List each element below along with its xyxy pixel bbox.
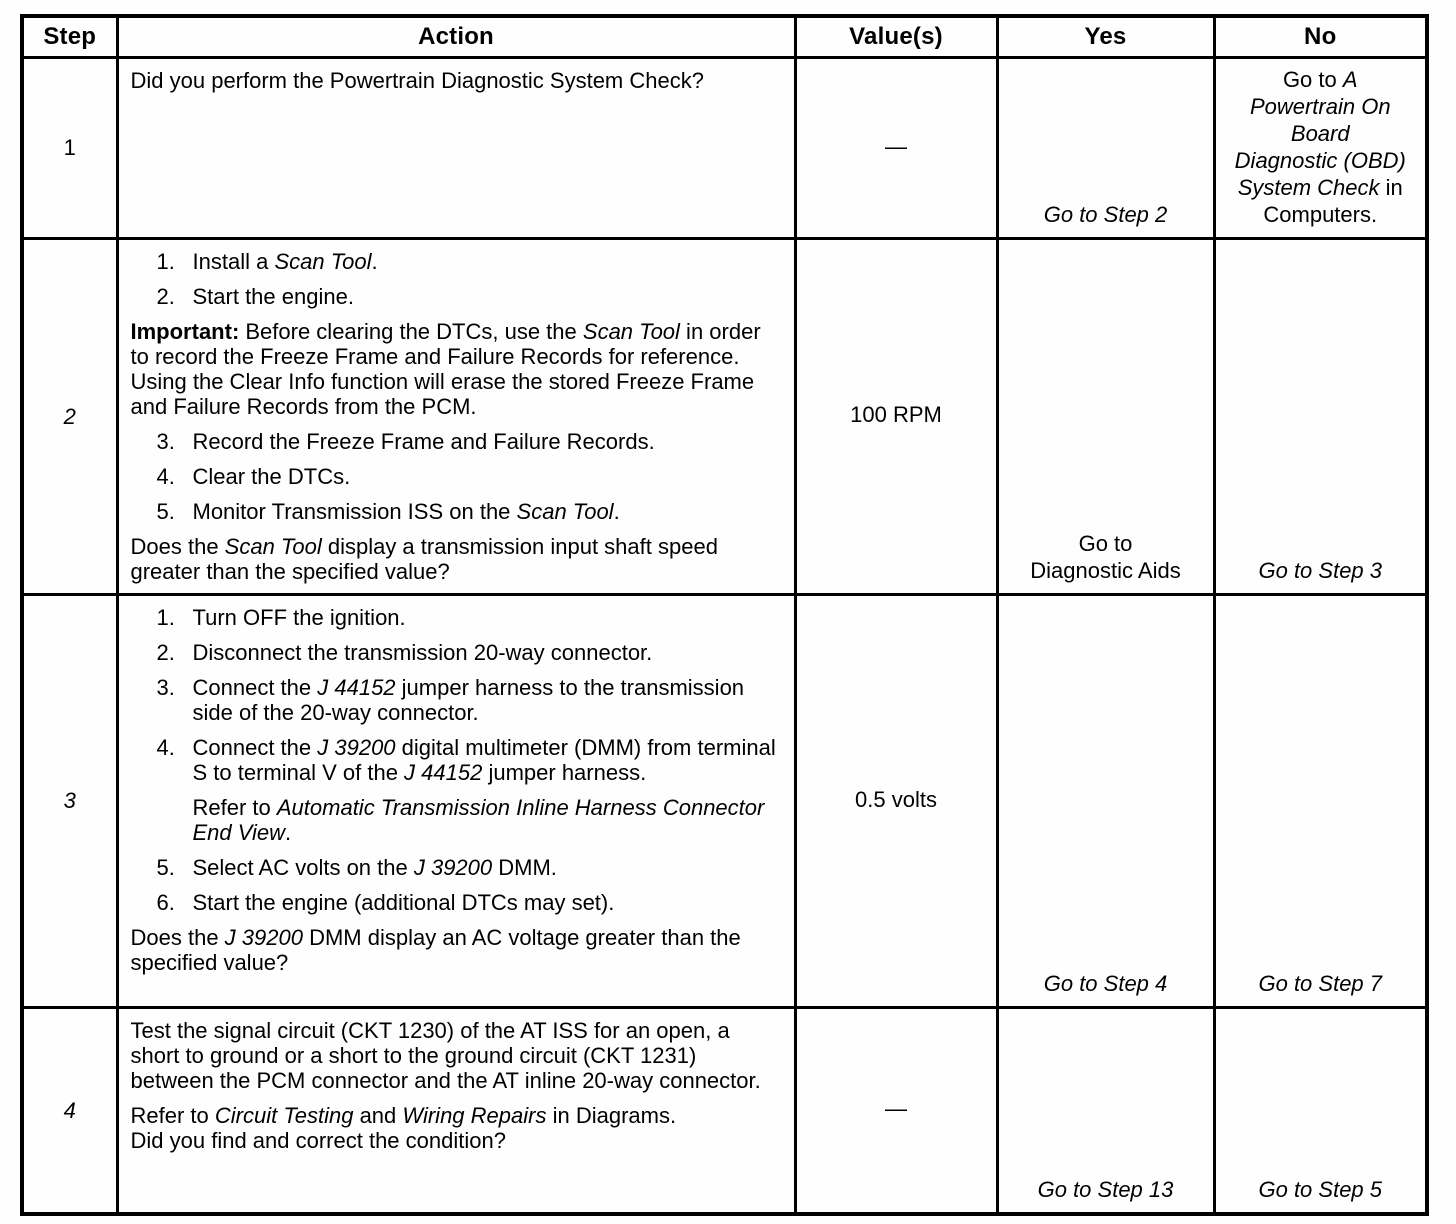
italic-text: Go to Step 7 — [1258, 970, 1383, 996]
action-paragraph — [131, 1018, 782, 1093]
text: Go to — [1282, 66, 1343, 92]
italic-text: Scan Tool — [582, 318, 680, 344]
text: Does the — [130, 533, 225, 559]
italic-text: J 39200 — [224, 924, 303, 950]
italic-text: Go to Step 5 — [1258, 1177, 1383, 1202]
list-number: 6. — [156, 889, 175, 915]
text: Diagnostic Aids — [1030, 557, 1181, 583]
cell-line — [1007, 1176, 1205, 1203]
col-header-yes: Yes — [997, 16, 1214, 57]
list-item — [131, 735, 782, 785]
list-text — [193, 605, 782, 630]
cell-line — [805, 1096, 988, 1122]
text: Go to — [1078, 530, 1133, 556]
italic-text: Board — [1290, 120, 1350, 146]
list-number: 4. — [156, 463, 175, 489]
yes-cell — [997, 594, 1214, 1007]
list-number: 3. — [156, 428, 175, 454]
cell-line — [1224, 174, 1418, 201]
text: in — [1379, 174, 1403, 200]
value-cell — [795, 238, 997, 594]
italic-text: Go to Step 2 — [1043, 201, 1168, 227]
cell-line — [1224, 201, 1418, 228]
col-header-action: Action — [117, 16, 795, 57]
cell-line — [1007, 530, 1205, 557]
list-item — [131, 464, 782, 489]
table-row-step-2 — [22, 238, 1427, 594]
col-header-step: Step — [22, 16, 117, 57]
yes-cell — [997, 238, 1214, 594]
text: 100 RPM — [850, 402, 942, 427]
step-cell: 1 — [22, 57, 117, 238]
list-text — [193, 855, 782, 880]
text: DMM. — [492, 854, 557, 880]
italic-text: Circuit Testing — [214, 1102, 354, 1128]
list-text — [193, 249, 782, 274]
list-number: 3. — [156, 674, 175, 700]
text: Turn OFF the ignition. — [192, 604, 406, 630]
list-number: 1. — [156, 604, 175, 630]
list-number: 4. — [156, 734, 175, 760]
text: DMM display an AC voltage greater than the specified value? — [130, 924, 741, 975]
italic-text: J 39200 — [317, 734, 396, 760]
cell-line — [1224, 147, 1418, 174]
value-cell — [795, 594, 997, 1007]
text: . — [613, 498, 620, 524]
action-cell — [117, 57, 795, 238]
text: Did you find and correct the condition? — [130, 1127, 506, 1153]
list-text — [193, 284, 782, 309]
text: in order to record the Freeze Frame and Failure Records for reference. Using the Clear Info function will erase the stored Freeze Frame and Failure Records from the PCM. — [130, 318, 761, 419]
italic-text: Diagnostic (OBD) — [1234, 147, 1406, 173]
list-number — [157, 795, 193, 845]
cell-line — [1224, 557, 1418, 584]
text: Disconnect the transmission 20-way connector. — [192, 639, 653, 665]
bold-text: Important: — [130, 318, 240, 344]
italic-text: J 39200 — [413, 854, 493, 880]
list-item — [131, 429, 782, 454]
text: — — [885, 133, 907, 159]
text: jumper harness. — [482, 759, 647, 785]
italic-text: Go to Step 3 — [1258, 557, 1383, 583]
list-text — [193, 640, 782, 665]
table-body — [22, 57, 1427, 1214]
value-cell — [795, 1007, 997, 1214]
text: Did you perform the Powertrain Diagnostic System Check? — [130, 67, 704, 93]
list-item — [131, 675, 782, 725]
list-number: 2. — [156, 283, 175, 309]
text: Monitor Transmission ISS on the — [192, 498, 517, 524]
italic-text: System Check — [1237, 174, 1380, 200]
list-item — [131, 795, 782, 845]
action-paragraph — [131, 68, 782, 93]
step-cell: 2 — [22, 238, 117, 594]
diagnostic-table — [20, 14, 1429, 1216]
yes-cell — [997, 1007, 1214, 1214]
cell-line — [805, 787, 988, 813]
list-text — [193, 675, 782, 725]
list-text — [193, 735, 782, 785]
list-text — [193, 890, 782, 915]
list-number: 5. — [156, 854, 175, 880]
text: Connect the — [192, 674, 318, 700]
header-row — [22, 16, 1427, 57]
italic-text: A — [1342, 66, 1358, 92]
action-paragraph — [131, 319, 782, 419]
italic-text: Go to Step 13 — [1037, 1177, 1174, 1202]
cell-line — [1007, 970, 1205, 997]
text: Refer to — [192, 794, 277, 820]
italic-text: J 44152 — [317, 674, 396, 700]
no-cell — [1214, 594, 1427, 1007]
italic-text: Powertrain On — [1249, 93, 1391, 119]
action-cell — [117, 238, 795, 594]
no-cell — [1214, 57, 1427, 238]
list-text — [193, 429, 782, 454]
text: Install a — [192, 248, 275, 274]
italic-text: J 44152 — [404, 759, 483, 785]
text: digital multimeter (DMM) from terminal S to terminal V of the — [192, 734, 776, 785]
step-cell: 3 — [22, 594, 117, 1007]
table-row-step-4 — [22, 1007, 1427, 1214]
cell-line — [1224, 66, 1418, 93]
cell-line — [805, 134, 988, 160]
value-cell — [795, 57, 997, 238]
action-cell — [117, 594, 795, 1007]
cell-line — [1224, 1176, 1418, 1203]
list-item — [131, 249, 782, 274]
text: Connect the — [192, 734, 318, 760]
text: Start the engine (additional DTCs may set). — [192, 889, 615, 915]
text: in Diagrams. — [546, 1102, 677, 1128]
action-cell — [117, 1007, 795, 1214]
table-row-step-1 — [22, 57, 1427, 238]
list-item — [131, 499, 782, 524]
list-text — [193, 499, 782, 524]
list-item — [131, 284, 782, 309]
cell-line — [1224, 120, 1418, 147]
italic-text: Wiring Repairs — [402, 1102, 547, 1128]
text: Select AC volts on the — [192, 854, 414, 880]
table-row-step-3 — [22, 594, 1427, 1007]
action-paragraph — [131, 534, 782, 584]
text: Refer to — [130, 1102, 215, 1128]
cell-line — [805, 402, 988, 428]
step-cell: 4 — [22, 1007, 117, 1214]
list-item — [131, 890, 782, 915]
text: . — [285, 819, 292, 845]
italic-text: Scan Tool — [224, 533, 322, 559]
action-paragraph — [131, 925, 782, 975]
cell-line — [1007, 201, 1205, 228]
text: display a transmission input shaft speed greater than the specified value? — [130, 533, 718, 584]
list-number: 2. — [156, 639, 175, 665]
action-paragraph — [131, 1103, 782, 1153]
italic-text: Automatic Transmission Inline Harness Connector End View — [192, 794, 765, 845]
text: 0.5 volts — [855, 786, 937, 812]
text: Clear the DTCs. — [192, 463, 351, 489]
text: Does the — [130, 924, 225, 950]
col-header-no: No — [1214, 16, 1427, 57]
italic-text: Go to Step 4 — [1043, 970, 1168, 996]
list-item — [131, 855, 782, 880]
table-header — [22, 16, 1427, 57]
cell-line — [1224, 93, 1418, 120]
text: jumper harness to the transmission side of the 20-way connector. — [192, 674, 745, 725]
yes-cell — [997, 57, 1214, 238]
cell-line — [1224, 970, 1418, 997]
list-item — [131, 640, 782, 665]
text: Record the Freeze Frame and Failure Records. — [192, 428, 655, 454]
text: Start the engine. — [192, 283, 354, 309]
text: and — [353, 1102, 403, 1128]
list-number: 5. — [156, 498, 175, 524]
text: Before clearing the DTCs, use the — [239, 318, 583, 344]
list-item — [131, 605, 782, 630]
italic-text: Scan Tool — [274, 248, 372, 274]
text: Test the signal circuit (CKT 1230) of the AT ISS for an open, a short to ground or a short to the ground circuit (CKT 1231) between the PCM connector and the AT inline 20-way connector. — [130, 1017, 761, 1093]
no-cell — [1214, 1007, 1427, 1214]
text: . — [371, 248, 378, 274]
list-number: 1. — [156, 248, 175, 274]
text: — — [885, 1096, 907, 1122]
list-text — [193, 464, 782, 489]
italic-text: Scan Tool — [516, 498, 614, 524]
text: Computers. — [1263, 201, 1378, 227]
col-header-values: Value(s) — [795, 16, 997, 57]
list-text — [193, 795, 782, 845]
no-cell — [1214, 238, 1427, 594]
cell-line — [1007, 557, 1205, 584]
